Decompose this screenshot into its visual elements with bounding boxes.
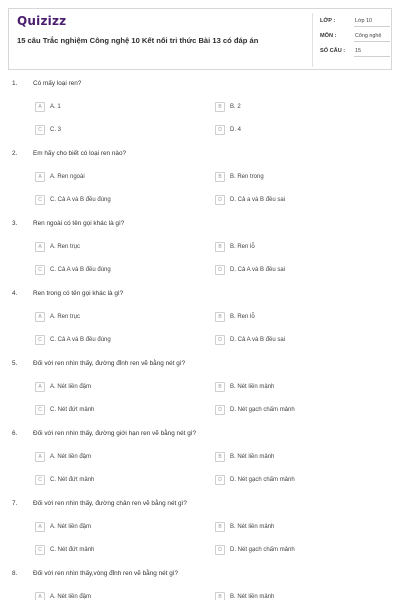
option-text: B. Ren trong <box>230 173 264 180</box>
option-text: B. 2 <box>230 103 241 110</box>
meta-count-value: 15 <box>354 46 390 57</box>
answer-option-a[interactable] <box>35 312 195 322</box>
answer-option-b[interactable] <box>215 172 375 182</box>
option-text: D. Cả a và B đều sai <box>230 196 286 203</box>
option-letter-box[interactable]: A <box>35 312 45 322</box>
option-text: C. Nét đứt mảnh <box>50 546 95 553</box>
question-text: Đối với ren nhìn thấy, đường đỉnh ren vẽ bằng nét gì? <box>33 360 186 367</box>
question-number: 6. <box>12 430 18 437</box>
meta-class <box>320 18 390 30</box>
meta-class-value: Lớp 10 <box>354 16 390 27</box>
answer-option-a[interactable] <box>35 382 195 392</box>
question-text: Ren ngoài có tên gọi khác là gì? <box>33 220 125 227</box>
answer-option-c[interactable] <box>35 265 195 275</box>
option-text: B. Nét liền mảnh <box>230 523 275 530</box>
option-letter-box[interactable]: A <box>35 382 45 392</box>
meta-subject <box>320 33 390 45</box>
answer-option-d[interactable] <box>215 545 375 555</box>
question-6 <box>0 430 400 500</box>
option-letter-box[interactable]: D <box>215 405 225 415</box>
option-text: A. Nét liền đậm <box>50 523 92 530</box>
option-letter-box[interactable]: C <box>35 265 45 275</box>
worksheet-header <box>8 8 392 70</box>
quizizz-logo: Quizizz <box>17 14 67 28</box>
option-letter-box[interactable]: D <box>215 195 225 205</box>
answer-option-d[interactable] <box>215 125 375 135</box>
option-letter-box[interactable]: A <box>35 522 45 532</box>
option-text: D. 4 <box>230 126 242 133</box>
option-text: A. Nét liền đậm <box>50 453 92 460</box>
option-text: D. Nét gạch chấm mảnh <box>230 476 295 483</box>
option-letter-box[interactable]: D <box>215 475 225 485</box>
option-letter-box[interactable]: B <box>215 102 225 112</box>
meta-count-label: SỐ CÂU : <box>320 48 346 54</box>
answer-option-d[interactable] <box>215 405 375 415</box>
option-letter-box[interactable]: A <box>35 592 45 600</box>
answer-option-b[interactable] <box>215 242 375 252</box>
option-text: A. 1 <box>50 103 61 110</box>
option-letter-box[interactable]: C <box>35 195 45 205</box>
answer-option-d[interactable] <box>215 265 375 275</box>
question-1 <box>0 80 400 150</box>
answer-option-b[interactable] <box>215 312 375 322</box>
question-5 <box>0 360 400 430</box>
option-letter-box[interactable]: A <box>35 452 45 462</box>
question-number: 4. <box>12 290 18 297</box>
question-text: Đối với ren nhìn thấy, đường chân ren vẽ bằng nét gì? <box>33 500 187 507</box>
option-text: C. Nét đứt mảnh <box>50 476 95 483</box>
option-letter-box[interactable]: A <box>35 242 45 252</box>
option-text: A. Nét liền đậm <box>50 593 92 600</box>
question-number: 5. <box>12 360 18 367</box>
option-text: C. 3 <box>50 126 62 133</box>
option-text: D. Cả A và B đều sai <box>230 266 286 273</box>
answer-option-b[interactable] <box>215 452 375 462</box>
answer-option-c[interactable] <box>35 125 195 135</box>
answer-option-a[interactable] <box>35 102 195 112</box>
option-text: B. Ren lỗ <box>230 313 255 320</box>
answer-option-b[interactable] <box>215 102 375 112</box>
option-letter-box[interactable]: B <box>215 172 225 182</box>
option-letter-box[interactable]: D <box>215 265 225 275</box>
option-text: B. Nét liền mảnh <box>230 593 275 600</box>
question-text: Đối với ren nhìn thấy, đường giới hạn ren vẽ bằng nét gì? <box>33 430 197 437</box>
answer-option-a[interactable] <box>35 242 195 252</box>
option-letter-box[interactable]: B <box>215 452 225 462</box>
option-text: C. Cả A và B đều đúng <box>50 266 111 273</box>
question-2 <box>0 150 400 220</box>
question-number: 1. <box>12 80 18 87</box>
answer-option-d[interactable] <box>215 335 375 345</box>
option-text: A. Ren trục <box>50 313 81 320</box>
option-text: A. Nét liền đậm <box>50 383 92 390</box>
question-8 <box>0 570 400 600</box>
option-text: D. Nét gạch chấm mảnh <box>230 546 295 553</box>
meta-subject-value: Công nghệ <box>354 31 390 42</box>
question-number: 3. <box>12 220 18 227</box>
option-letter-box[interactable]: C <box>35 335 45 345</box>
option-text: B. Ren lỗ <box>230 243 255 250</box>
answer-option-b[interactable] <box>215 522 375 532</box>
option-letter-box[interactable]: B <box>215 312 225 322</box>
answer-option-d[interactable] <box>215 475 375 485</box>
option-letter-box[interactable]: C <box>35 475 45 485</box>
question-4 <box>0 290 400 360</box>
option-letter-box[interactable]: B <box>215 242 225 252</box>
option-text: C. Cả A và B đều đúng <box>50 336 111 343</box>
meta-count <box>320 48 390 60</box>
answer-option-c[interactable] <box>35 475 195 485</box>
answer-option-a[interactable] <box>35 522 195 532</box>
answer-option-b[interactable] <box>215 382 375 392</box>
question-7 <box>0 500 400 570</box>
option-text: A. Ren ngoài <box>50 173 85 180</box>
option-text: C. Cả A và B đều đúng <box>50 196 111 203</box>
question-number: 7. <box>12 500 18 507</box>
question-3 <box>0 220 400 290</box>
answer-option-c[interactable] <box>35 545 195 555</box>
option-text: B. Nét liền mảnh <box>230 383 275 390</box>
answer-option-a[interactable] <box>35 592 195 600</box>
option-letter-box[interactable]: D <box>215 125 225 135</box>
question-number: 8. <box>12 570 18 577</box>
question-text: Em hãy cho biết có loại ren nào? <box>33 150 127 157</box>
option-text: D. Cả A và B đều sai <box>230 336 286 343</box>
option-letter-box[interactable]: D <box>215 335 225 345</box>
header-divider <box>312 13 313 67</box>
option-letter-box[interactable]: C <box>35 545 45 555</box>
meta-class-label: LỚP : <box>320 18 336 24</box>
meta-subject-label: MÔN : <box>320 33 337 39</box>
option-letter-box[interactable]: C <box>35 405 45 415</box>
answer-option-a[interactable] <box>35 172 195 182</box>
option-letter-box[interactable]: A <box>35 102 45 112</box>
answer-option-c[interactable] <box>35 335 195 345</box>
answer-option-b[interactable] <box>215 592 375 600</box>
option-letter-box[interactable]: B <box>215 382 225 392</box>
answer-option-a[interactable] <box>35 452 195 462</box>
option-letter-box[interactable]: C <box>35 125 45 135</box>
question-number: 2. <box>12 150 18 157</box>
option-letter-box[interactable]: D <box>215 545 225 555</box>
option-letter-box[interactable]: B <box>215 592 225 600</box>
option-letter-box[interactable]: B <box>215 522 225 532</box>
option-text: B. Nét liền mảnh <box>230 453 275 460</box>
answer-option-d[interactable] <box>215 195 375 205</box>
question-text: Ren trong có tên gọi khác là gì? <box>33 290 124 297</box>
option-letter-box[interactable]: A <box>35 172 45 182</box>
option-text: A. Ren trục <box>50 243 81 250</box>
question-text: Đối với ren nhìn thấy,vòng đỉnh ren vẽ bằng nét gì? <box>33 570 179 577</box>
answer-option-c[interactable] <box>35 195 195 205</box>
answer-option-c[interactable] <box>35 405 195 415</box>
question-text: Có mấy loại ren? <box>33 80 82 87</box>
document-title: 15 câu Trắc nghiệm Công nghệ 10 Kết nối tri thức Bài 13 có đáp án <box>17 36 259 45</box>
option-text: D. Nét gạch chấm mảnh <box>230 406 295 413</box>
option-text: C. Nét đứt mảnh <box>50 406 95 413</box>
